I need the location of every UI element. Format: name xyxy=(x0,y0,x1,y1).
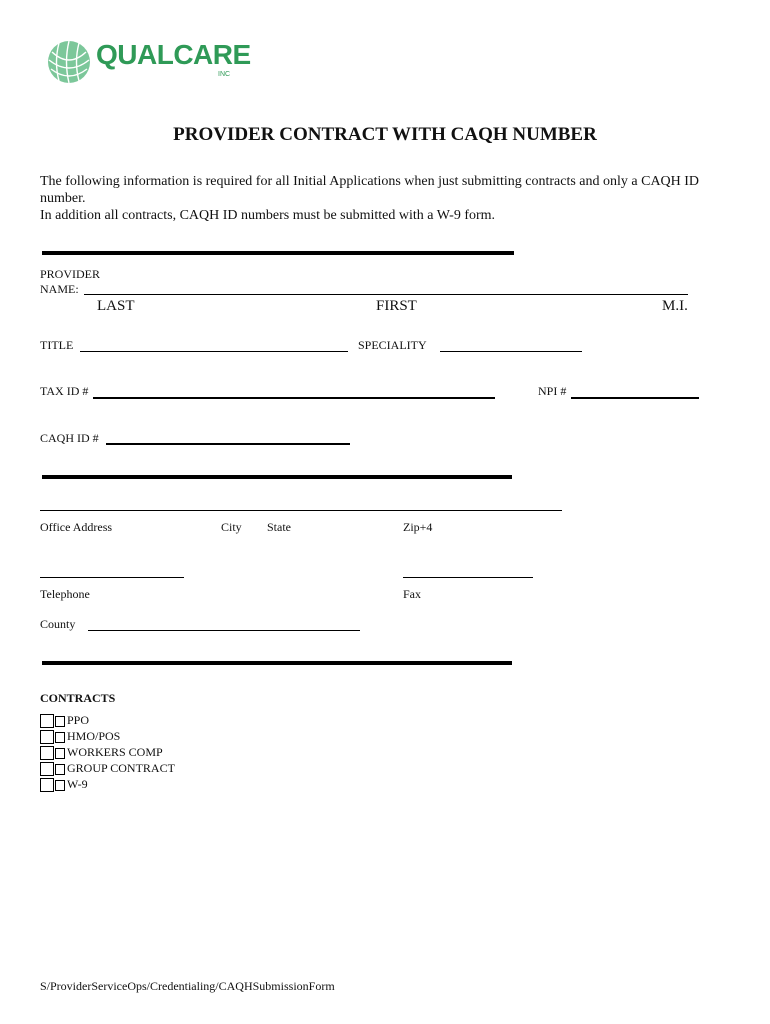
title-label: TITLE xyxy=(40,338,74,352)
telephone-field[interactable] xyxy=(40,577,184,578)
tax-id-field[interactable] xyxy=(93,397,495,399)
caqh-id-field[interactable] xyxy=(106,443,350,445)
county-label: County xyxy=(40,617,76,631)
brand-suffix: INC xyxy=(218,71,231,78)
intro-line-1: The following information is required for all Initial Applications when just submitting contracts and only a CAQH ID number. xyxy=(40,174,700,206)
last-name-caption: LAST xyxy=(97,298,135,314)
tax-id-label: TAX ID # xyxy=(40,384,89,398)
checkbox-glyph xyxy=(55,780,65,791)
section-divider xyxy=(42,251,514,255)
zip-label: Zip+4 xyxy=(403,520,433,534)
checkbox[interactable] xyxy=(40,778,54,792)
npi-field[interactable] xyxy=(571,397,699,399)
npi-label: NPI # xyxy=(538,384,567,398)
contract-option-group-contract[interactable]: GROUP CONTRACT xyxy=(40,761,175,777)
intro-line-2: In addition all contracts, CAQH ID numbers must be submitted with a W-9 form. xyxy=(40,208,496,223)
contract-option-workers-comp[interactable]: WORKERS COMP xyxy=(40,745,175,761)
brand-name: QUALCARE xyxy=(96,39,251,70)
checkbox-glyph xyxy=(55,748,65,759)
middle-initial-caption: M.I. xyxy=(662,298,688,314)
checkbox[interactable] xyxy=(40,730,54,744)
checkbox[interactable] xyxy=(40,762,54,776)
provider-name-label: PROVIDER NAME: xyxy=(40,267,101,296)
speciality-label: SPECIALITY xyxy=(358,338,427,352)
first-name-caption: FIRST xyxy=(376,298,417,314)
intro-text xyxy=(40,173,740,224)
section-divider xyxy=(42,475,512,479)
fax-field[interactable] xyxy=(403,577,533,578)
contracts-heading: CONTRACTS xyxy=(40,691,116,705)
contract-option-hmo-pos[interactable]: HMO/POS xyxy=(40,729,175,745)
title-field[interactable] xyxy=(80,351,348,352)
contract-option-ppo[interactable]: PPO xyxy=(40,713,175,729)
caqh-id-label: CAQH ID # xyxy=(40,431,99,445)
checkbox[interactable] xyxy=(40,746,54,760)
checkbox[interactable] xyxy=(40,714,54,728)
county-field[interactable] xyxy=(88,630,360,631)
checkbox-glyph xyxy=(55,764,65,775)
speciality-field[interactable] xyxy=(440,351,582,352)
contracts-checklist xyxy=(40,713,175,793)
checkbox-glyph xyxy=(55,732,65,743)
page-title: PROVIDER CONTRACT WITH CAQH NUMBER xyxy=(173,124,597,145)
provider-name-field[interactable] xyxy=(84,294,688,295)
footer-path: S/ProviderServiceOps/Credentialing/CAQHSubmissionForm xyxy=(40,979,335,993)
checkbox-glyph xyxy=(55,716,65,727)
address-field[interactable] xyxy=(40,510,562,511)
section-divider xyxy=(42,661,512,665)
office-address-label: Office Address xyxy=(40,520,113,534)
city-label: City xyxy=(221,520,242,534)
telephone-label: Telephone xyxy=(40,587,90,601)
fax-label: Fax xyxy=(403,587,421,601)
state-label: State xyxy=(267,520,291,534)
contract-option-w9[interactable]: W-9 xyxy=(40,777,175,793)
globe-icon xyxy=(48,41,90,83)
